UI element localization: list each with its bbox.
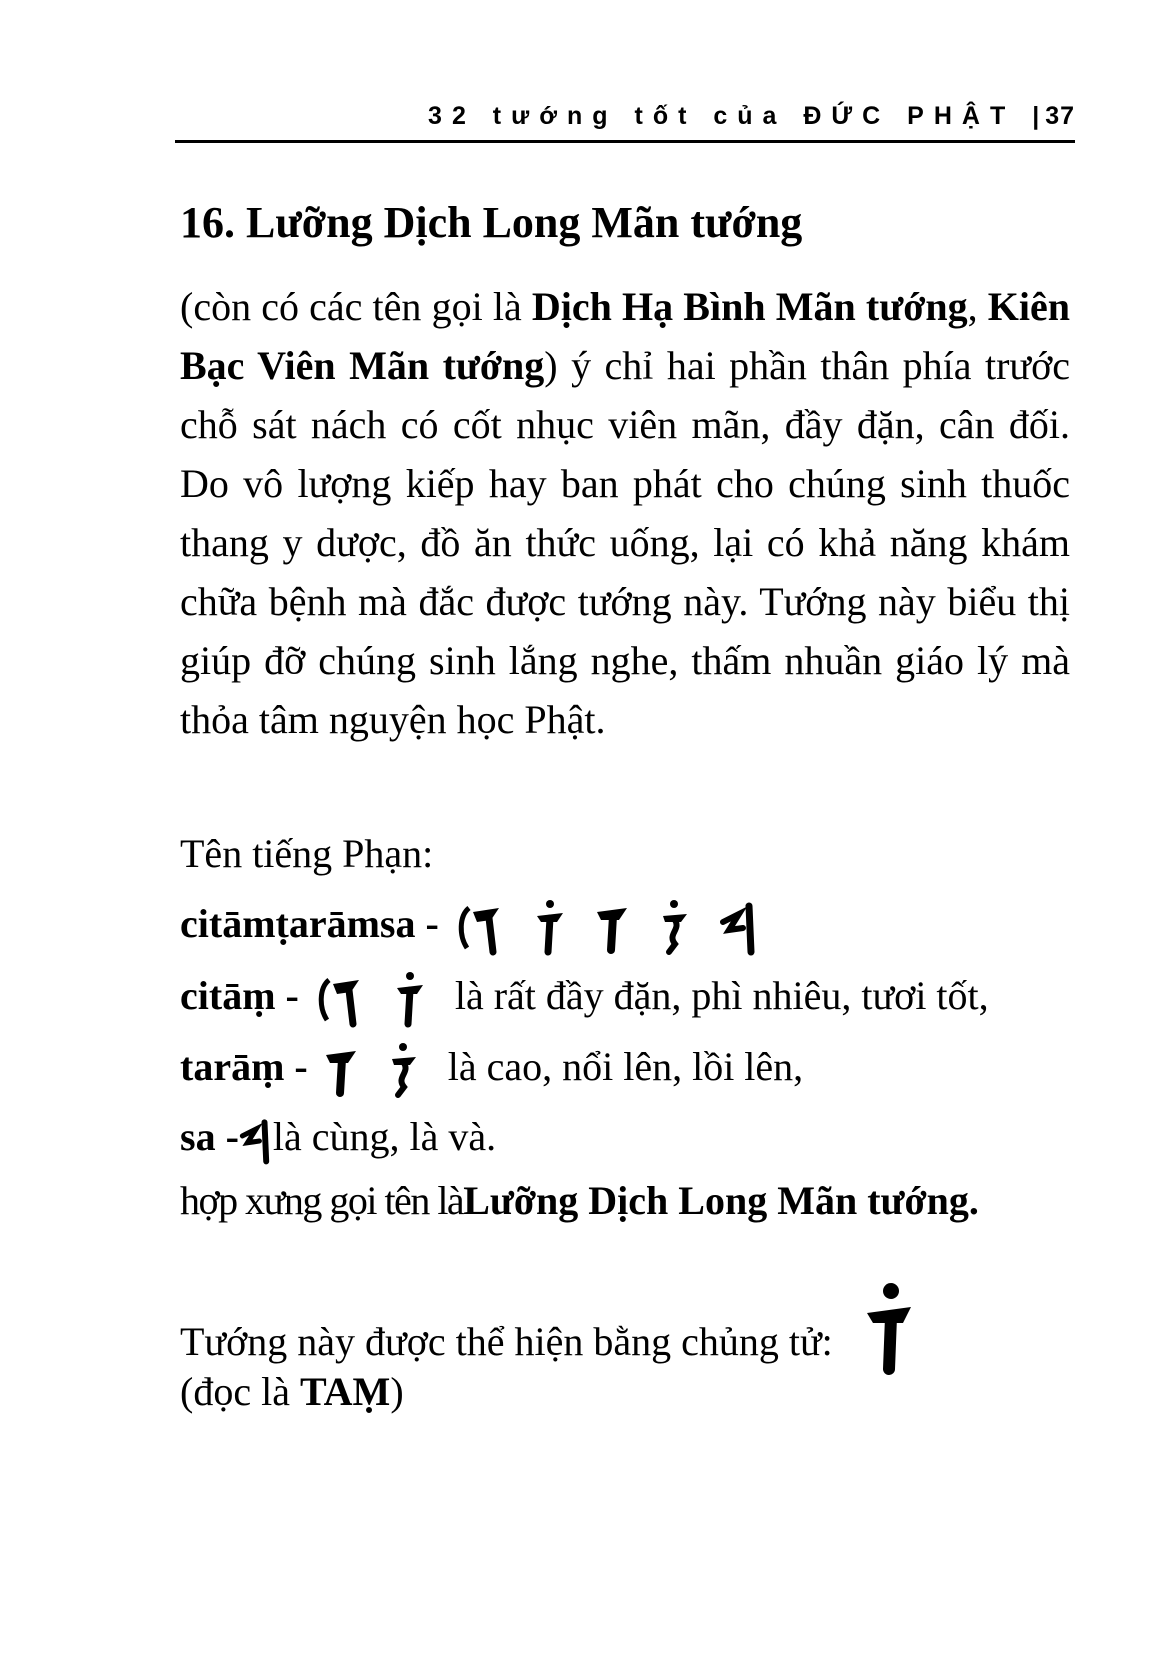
siddham-full-word [455,900,777,956]
siddham-sa-icon [719,900,759,956]
component-term: sa - [180,1114,239,1160]
running-header [175,96,1075,136]
seed-syllable-line [180,1283,915,1375]
header-rule [175,140,1075,143]
siddham-tam-icon [393,972,427,1028]
siddham-citam-word [315,972,445,1028]
siddham-ta-icon [324,1043,358,1099]
para-open: (còn có các tên gọi là [180,284,532,329]
para-comma: , [967,284,978,329]
siddham-ta-icon [595,900,629,956]
reading-close: ) [390,1369,404,1414]
sanskrit-full-term: citāmṭarāmsa - [180,901,439,947]
description-paragraph [180,277,1070,749]
sanskrit-label: Tên tiếng Phạn: [180,831,434,876]
combined-name: Lưỡng Dịch Long Mãn tướng. [463,1178,979,1223]
component-line-taram [180,1043,803,1099]
section-title: 16. Lưỡng Dịch Long Mãn tướng [180,198,803,247]
page-number: 37 [1045,102,1075,130]
component-term: tarāṃ - [180,1044,308,1090]
siddham-taram-word [324,1043,438,1099]
seed-syllable-reading-line [180,1368,404,1415]
running-title: 32 tướng tốt của ĐỨC PHẬT [428,102,1016,130]
component-meaning: là cùng, là và. [272,1114,497,1160]
header-separator: | [1032,102,1046,130]
siddham-ci-icon [315,972,365,1028]
component-term: citāṃ - [180,973,299,1019]
combined-prefix: hợp xưng gọi tên là [180,1178,464,1223]
alt-name-1: Dịch Hạ Bình Mãn tướng [531,284,968,329]
alt-name-2: Kiên Bạc Viên Mãn tướng [180,284,1071,388]
siddham-sa-icon [239,1113,273,1169]
siddham-ram-icon [386,1043,420,1099]
component-meaning: là cao, nổi lên, lồi lên, [447,1044,804,1090]
siddham-ci-icon [455,900,505,956]
reading-value: TAṂ [299,1369,391,1414]
component-line-sa [180,1113,496,1169]
seed-syllable-label: Tướng này được thể hiện bằng chủng tử: [180,1319,833,1364]
combined-name-line [180,1177,979,1224]
siddham-tam-large-icon [863,1283,915,1375]
siddham-tam-icon [533,900,567,956]
para-rest: ) ý chỉ hai phần thân phía trước chỗ sát nách có cốt nhục viên mãn, đầy đặn, cân đối. Do vô lượng kiếp hay ban phát cho chúng sinh thuốc thang y dược, đồ ăn thức uống, lại có khả năng khám chữa bệnh mà đắc được tướng này. Tướng này biểu thị giúp đỡ chúng sinh lắng nghe, thấm nhuần giáo lý mà thỏa tâm nguyện học Phật. [180,343,1070,742]
siddham-ram-icon [657,900,691,956]
component-meaning: là rất đầy đặn, phì nhiêu, tươi tốt, [454,973,989,1019]
sanskrit-full-term-line [180,900,777,956]
reading-open: (đọc là [180,1369,300,1414]
component-line-citam [180,972,989,1028]
